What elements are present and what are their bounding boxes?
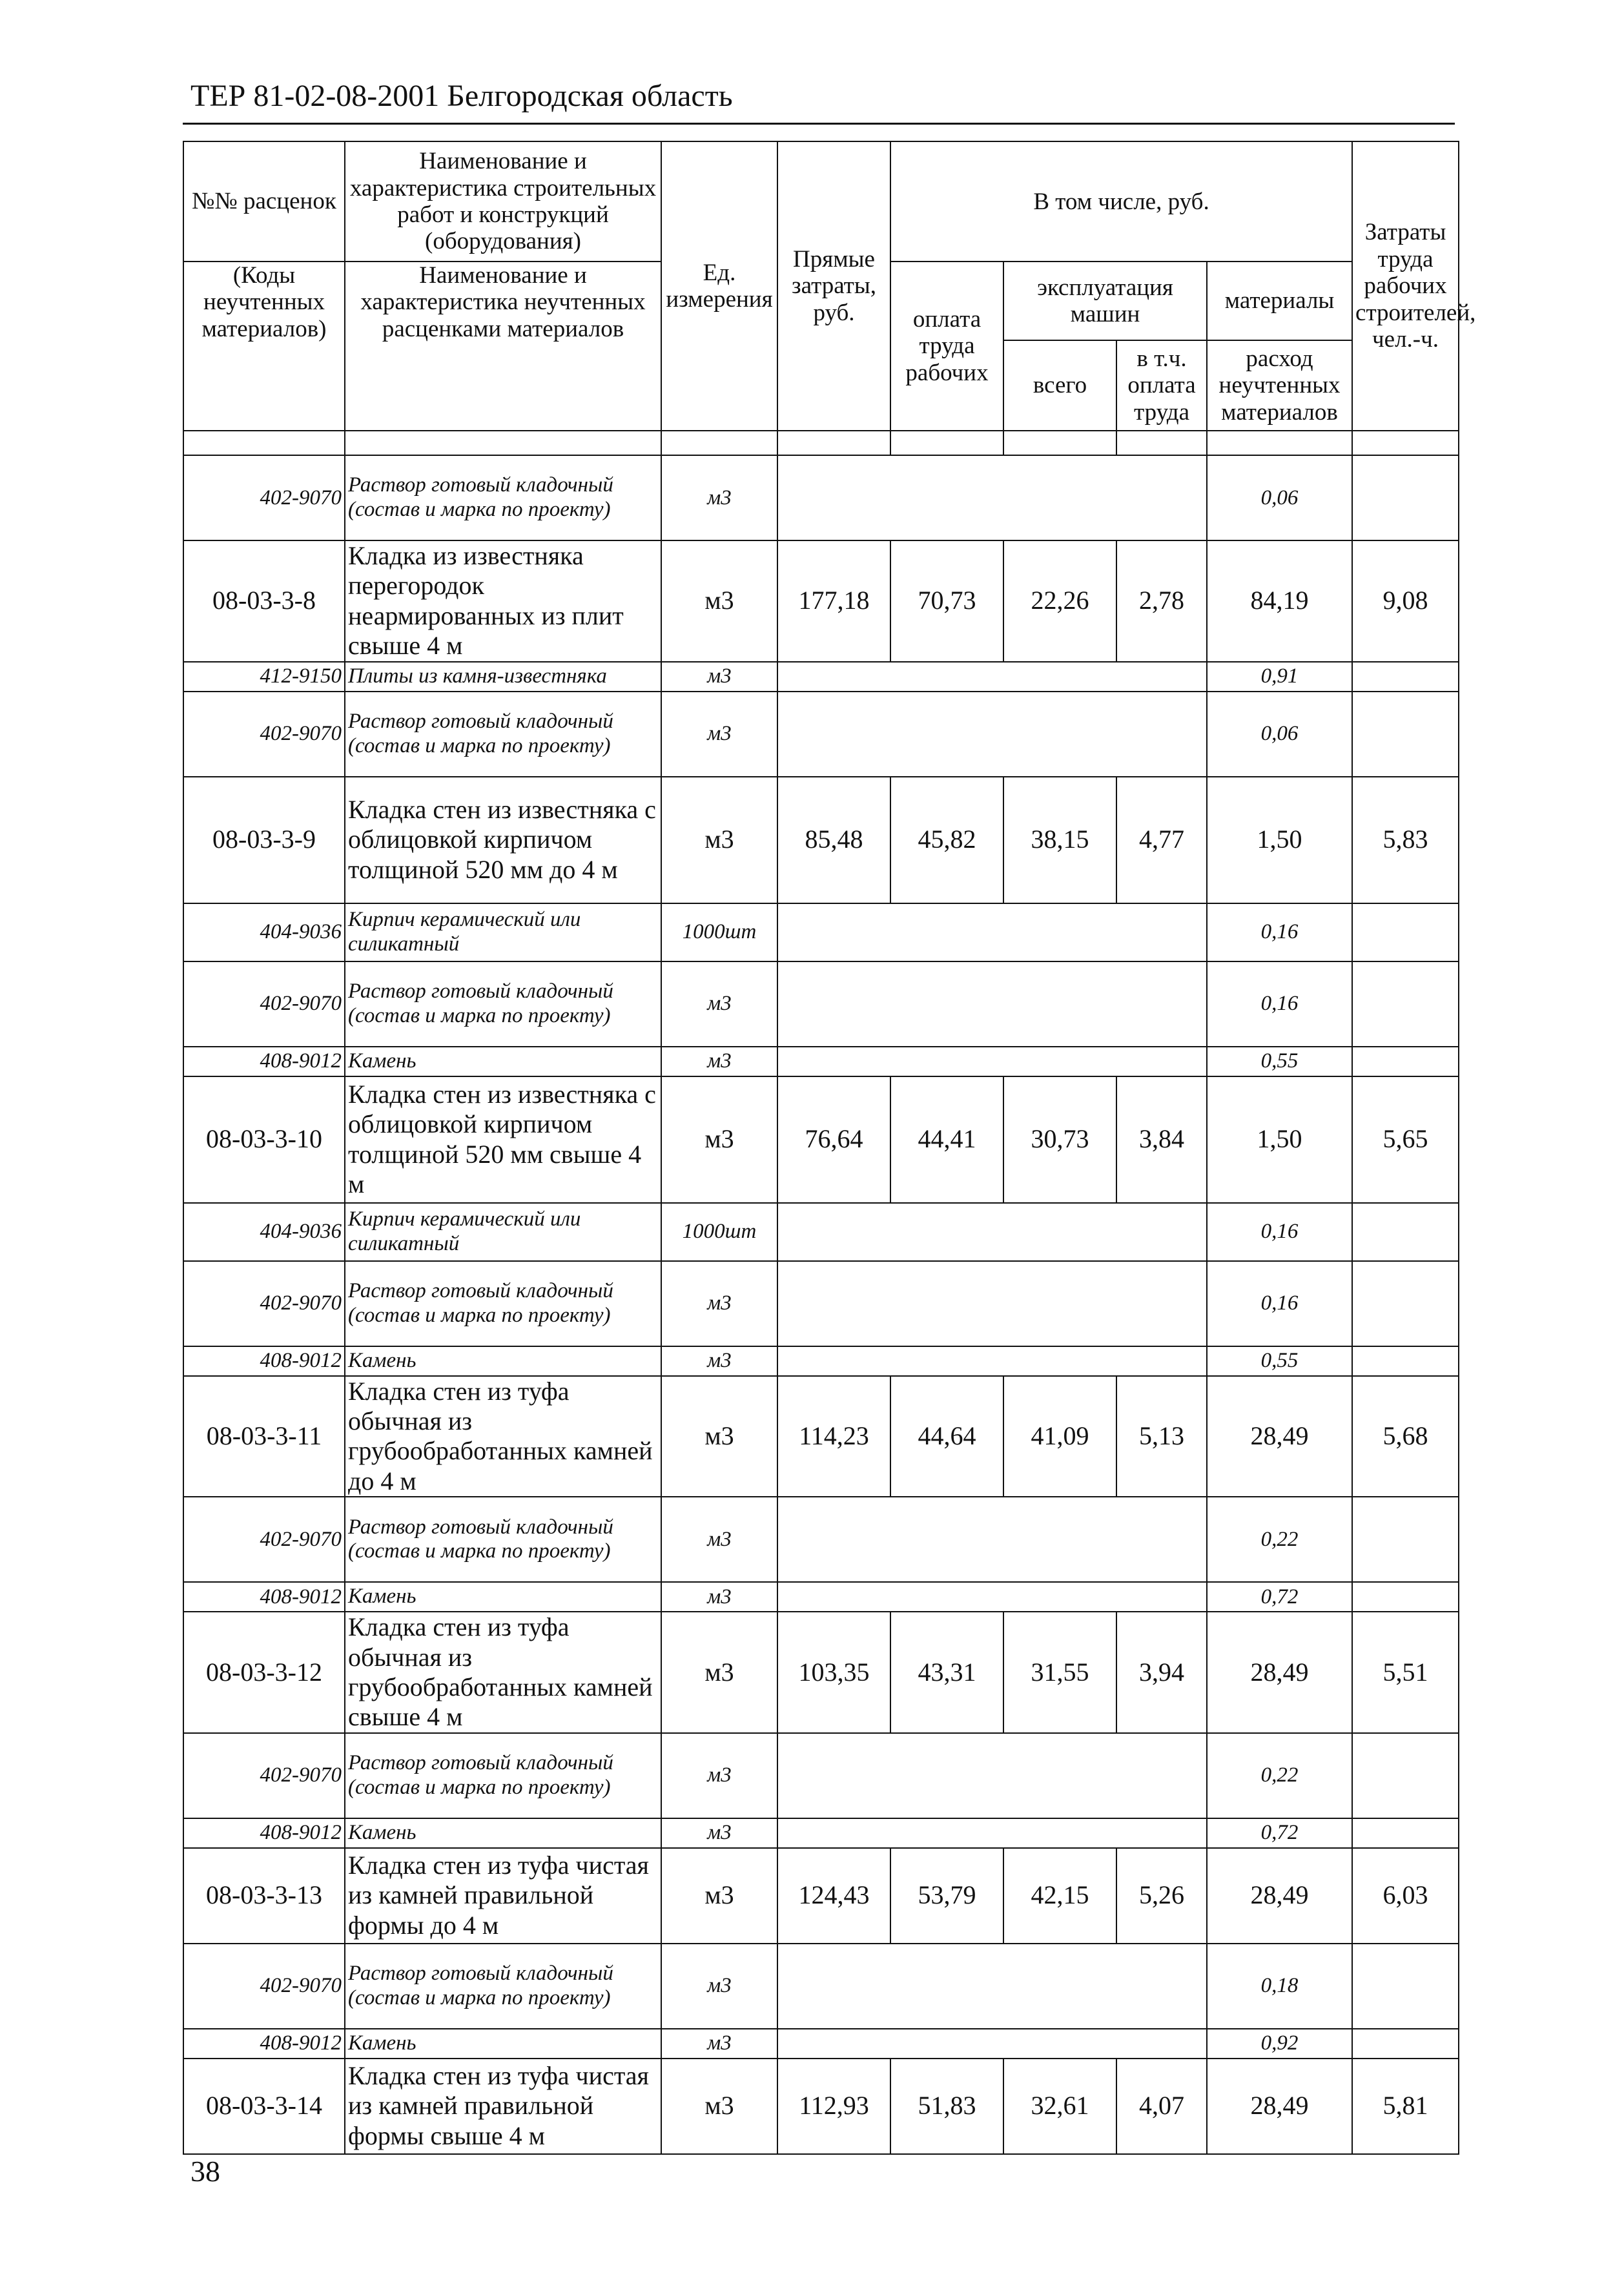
cell-mat-usage: 0,06 [1207,455,1352,540]
cell-code: 408-9012 [183,1346,345,1376]
cell-labor-pay: 44,41 [890,1076,1003,1203]
col-head-name2: Наименование и характеристика неучтенных расценками материалов [345,262,661,431]
cell-unit: м3 [661,1818,777,1848]
table-row-material [183,455,1459,540]
cell-code: 402-9070 [183,455,345,540]
cell-blank [1352,2029,1459,2059]
col-head-unit: Ед. измерения [661,141,777,431]
cell-code: 402-9070 [183,1261,345,1346]
cell-mach-pay: 3,84 [1116,1076,1207,1203]
cell-name: Камень [345,1047,661,1076]
cell-blank [1352,1261,1459,1346]
cell-mach-pay: 2,78 [1116,540,1207,662]
cell-blank [1352,1818,1459,1848]
cell-unit: м3 [661,1047,777,1076]
cell-materials: 28,49 [1207,2059,1352,2154]
cell-unit: м3 [661,1612,777,1733]
cell-labor: 6,03 [1352,1848,1459,1944]
cell-blank [1352,1203,1459,1261]
cell-blank [777,903,1207,961]
cell-materials: 28,49 [1207,1376,1352,1497]
cell-code: 402-9070 [183,692,345,777]
cell-name: Камень [345,1582,661,1612]
cell-direct: 177,18 [777,540,890,662]
cell-direct: 112,93 [777,2059,890,2154]
cell-code: 08-03-3-12 [183,1612,345,1733]
cell-mach-total: 31,55 [1003,1612,1116,1733]
cell-code: 412-9150 [183,662,345,692]
cell-code: 402-9070 [183,961,345,1047]
cell-blank [777,662,1207,692]
cell-code: 08-03-3-11 [183,1376,345,1497]
cell-mat-usage: 0,16 [1207,1203,1352,1261]
table-head [183,141,1476,455]
cell-mach-total: 42,15 [1003,1848,1116,1944]
cell-labor-pay: 70,73 [890,540,1003,662]
cell-name: Раствор готовый кладочный (состав и марка по проекту) [345,1733,661,1818]
cell-name: Кладка из известняка перегородок неармированных из плит свыше 4 м [345,540,661,662]
col-head-code2: (Коды неучтенных материалов) [183,262,345,431]
cell-mach-total: 22,26 [1003,540,1116,662]
cell-mach-pay: 4,77 [1116,777,1207,903]
table-row-work [183,1612,1459,1733]
table-row-material [183,1944,1459,2029]
cell-blank [777,1582,1207,1612]
cell-blank [777,1346,1207,1376]
table-row-work [183,777,1459,903]
cell-labor: 5,51 [1352,1612,1459,1733]
table-row-material [183,1261,1459,1346]
cell-mat-usage: 0,72 [1207,1582,1352,1612]
cell-name: Раствор готовый кладочный (состав и марка по проекту) [345,692,661,777]
cell-unit: м3 [661,1582,777,1612]
cell-mach-pay: 5,26 [1116,1848,1207,1944]
cell-unit: м3 [661,961,777,1047]
table-row-material [183,662,1459,692]
cell-name: Кладка стен из известняка с облицовкой кирпичом толщиной 520 мм до 4 м [345,777,661,903]
cell-blank [1352,961,1459,1047]
cell-direct: 103,35 [777,1612,890,1733]
cell-mat-usage: 0,92 [1207,2029,1352,2059]
cell-code: 08-03-3-9 [183,777,345,903]
cell-name: Раствор готовый кладочный (состав и марка по проекту) [345,1944,661,2029]
cell-labor-pay: 44,64 [890,1376,1003,1497]
cell-code: 402-9070 [183,1733,345,1818]
col-head-incl: В том числе, руб. [890,141,1352,262]
cell-unit: 1000шт [661,1203,777,1261]
cell-mach-pay: 4,07 [1116,2059,1207,2154]
cell-name: Камень [345,2029,661,2059]
cell-name: Кирпич керамический или силикатный [345,1203,661,1261]
cell-blank [777,455,1207,540]
col-head-mach-pay: в т.ч. оплата труда [1116,340,1207,431]
table-row-work [183,1076,1459,1203]
cell-blank [777,1261,1207,1346]
cell-code: 404-9036 [183,1203,345,1261]
col-head-code: №№ расценок [183,141,345,262]
cell-name: Камень [345,1346,661,1376]
table-row-material [183,1733,1459,1818]
cell-labor-pay: 45,82 [890,777,1003,903]
cell-name: Раствор готовый кладочный (состав и марка по проекту) [345,961,661,1047]
cell-unit: м3 [661,777,777,903]
cell-materials: 28,49 [1207,1848,1352,1944]
cell-code: 408-9012 [183,1818,345,1848]
cell-blank [777,1818,1207,1848]
cell-blank [1352,1497,1459,1582]
cell-blank [1352,1346,1459,1376]
table-row-material [183,903,1459,961]
cell-materials: 1,50 [1207,777,1352,903]
table-body [183,455,1459,2154]
cell-unit: м3 [661,1848,777,1944]
cell-unit: 1000шт [661,903,777,961]
table-row-work [183,2059,1459,2154]
cell-blank [1352,903,1459,961]
cell-mach-pay: 3,94 [1116,1612,1207,1733]
cell-direct: 114,23 [777,1376,890,1497]
cell-unit: м3 [661,2059,777,2154]
cell-blank [1352,1047,1459,1076]
cell-unit: м3 [661,2029,777,2059]
cell-blank [777,1047,1207,1076]
cell-direct: 76,64 [777,1076,890,1203]
cell-name: Кладка стен из туфа чистая из камней правильной формы свыше 4 м [345,2059,661,2154]
cell-blank [777,692,1207,777]
cell-mach-total: 30,73 [1003,1076,1116,1203]
table-row-material [183,1818,1459,1848]
cell-mat-usage: 0,91 [1207,662,1352,692]
page-header-title: ТЕР 81-02-08-2001 Белгородская область [190,79,733,113]
table-row-work [183,1848,1459,1944]
cell-unit: м3 [661,692,777,777]
cell-code: 402-9070 [183,1944,345,2029]
cell-mat-usage: 0,16 [1207,961,1352,1047]
cell-code: 404-9036 [183,903,345,961]
table-row-material [183,1047,1459,1076]
cell-code: 08-03-3-8 [183,540,345,662]
cell-unit: м3 [661,1733,777,1818]
cell-labor: 5,65 [1352,1076,1459,1203]
table-row-work [183,1376,1459,1497]
cell-name: Раствор готовый кладочный (состав и марка по проекту) [345,1497,661,1582]
col-head-mach-total: всего [1003,340,1116,431]
cell-labor: 5,68 [1352,1376,1459,1497]
cell-mat-usage: 0,06 [1207,692,1352,777]
cell-mach-pay: 5,13 [1116,1376,1207,1497]
cell-code: 402-9070 [183,1497,345,1582]
cell-name: Раствор готовый кладочный (состав и марка по проекту) [345,1261,661,1346]
cell-unit: м3 [661,1944,777,2029]
cell-mat-usage: 0,18 [1207,1944,1352,2029]
cell-blank [1352,1733,1459,1818]
cell-unit: м3 [661,1261,777,1346]
cell-labor-pay: 43,31 [890,1612,1003,1733]
col-head-labor: Затраты труда рабочих строителей, чел.-ч. [1352,141,1459,431]
col-head-labor-pay: оплата труда рабочих [890,262,1003,431]
cell-unit: м3 [661,455,777,540]
cell-code: 08-03-3-14 [183,2059,345,2154]
cell-mat-usage: 0,55 [1207,1047,1352,1076]
head-spacer-row [183,431,1459,455]
cell-blank [777,961,1207,1047]
header-rule [183,123,1455,125]
cell-name: Кладка стен из туфа чистая из камней правильной формы до 4 м [345,1848,661,1944]
cell-direct: 85,48 [777,777,890,903]
table-row-material [183,2029,1459,2059]
table-row-material [183,1497,1459,1582]
cell-name: Кладка стен из туфа обычная из грубообработанных камней свыше 4 м [345,1612,661,1733]
table-row-material [183,1203,1459,1261]
cell-blank [777,2029,1207,2059]
cell-mat-usage: 0,22 [1207,1497,1352,1582]
cell-unit: м3 [661,1497,777,1582]
cell-labor: 9,08 [1352,540,1459,662]
cell-mach-total: 41,09 [1003,1376,1116,1497]
cell-code: 408-9012 [183,1582,345,1612]
cell-materials: 1,50 [1207,1076,1352,1203]
cell-labor-pay: 51,83 [890,2059,1003,2154]
cell-code: 408-9012 [183,2029,345,2059]
table-row-material [183,961,1459,1047]
cell-unit: м3 [661,540,777,662]
cell-blank [1352,455,1459,540]
cell-mat-usage: 0,72 [1207,1818,1352,1848]
cell-labor: 5,83 [1352,777,1459,903]
cell-name: Кладка стен из туфа обычная из грубообработанных камней до 4 м [345,1376,661,1497]
col-head-direct: Прямые затраты, руб. [777,141,890,431]
col-head-materials: материалы [1207,262,1352,340]
cell-blank [777,1944,1207,2029]
cell-code: 08-03-3-13 [183,1848,345,1944]
cell-name: Раствор готовый кладочный (состав и марка по проекту) [345,455,661,540]
cell-blank [1352,1582,1459,1612]
cell-materials: 28,49 [1207,1612,1352,1733]
cell-name: Кирпич керамический или силикатный [345,903,661,961]
cell-mat-usage: 0,22 [1207,1733,1352,1818]
cell-unit: м3 [661,1376,777,1497]
cell-mach-total: 32,61 [1003,2059,1116,2154]
cell-unit: м3 [661,662,777,692]
cell-unit: м3 [661,1346,777,1376]
cell-unit: м3 [661,1076,777,1203]
cell-name: Плиты из камня-известняка [345,662,661,692]
cell-name: Камень [345,1818,661,1848]
cell-code: 08-03-3-10 [183,1076,345,1203]
cell-mat-usage: 0,16 [1207,1261,1352,1346]
page-number: 38 [190,2155,220,2188]
cell-labor-pay: 53,79 [890,1848,1003,1944]
table-row-material [183,1346,1459,1376]
cell-mat-usage: 0,55 [1207,1346,1352,1376]
cell-blank [777,1203,1207,1261]
cell-blank [777,1497,1207,1582]
rates-table [183,141,1476,2155]
cell-materials: 84,19 [1207,540,1352,662]
cell-code: 408-9012 [183,1047,345,1076]
cell-mat-usage: 0,16 [1207,903,1352,961]
col-head-name: Наименование и характеристика строительных работ и конструкций (оборудования) [345,141,661,262]
cell-blank [1352,1944,1459,2029]
cell-direct: 124,43 [777,1848,890,1944]
table-row-material [183,692,1459,777]
col-head-machines: эксплуатация машин [1003,262,1207,340]
cell-blank [777,1733,1207,1818]
cell-blank [1352,662,1459,692]
table-row-work [183,540,1459,662]
cell-name: Кладка стен из известняка с облицовкой кирпичом толщиной 520 мм свыше 4 м [345,1076,661,1203]
cell-labor: 5,81 [1352,2059,1459,2154]
table-row-material [183,1582,1459,1612]
col-head-mat-usage: расход неучтенных материалов [1207,340,1352,431]
cell-mach-total: 38,15 [1003,777,1116,903]
cell-blank [1352,692,1459,777]
